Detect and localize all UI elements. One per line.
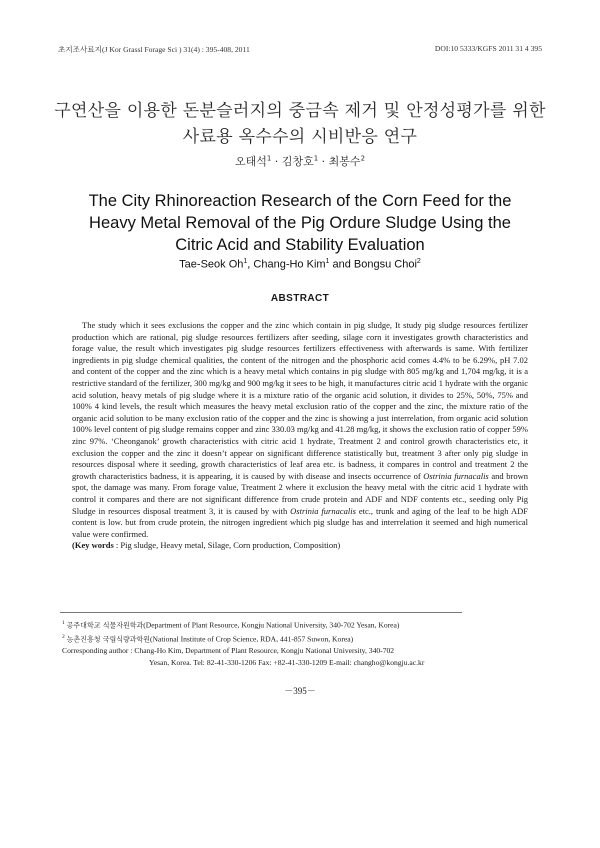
korean-title <box>0 98 600 150</box>
footnote-divider <box>60 612 462 613</box>
english-title <box>0 190 600 256</box>
doi: DOI:10 5333/KGFS 2011 31 4 395 <box>434 44 542 53</box>
korean-title-line1: 구연산을 이용한 돈분슬러지의 중금속 제거 및 안정성평가를 위한 <box>54 101 546 121</box>
abstract-paragraph <box>72 320 528 540</box>
keywords-text: : Pig sludge, Heavy metal, Silage, Corn production, Composition) <box>113 540 341 551</box>
author-ko-2: 김창호 <box>281 155 314 168</box>
affiliation-mark: 1 <box>313 154 319 163</box>
author-ko-1: 오태석 <box>234 155 267 168</box>
author-en-3: Bongsu Choi <box>353 258 417 271</box>
journal-citation: 초지조사료지(J Kor Grassl Forage Sci ) 31(4) : 395-408, 2011 <box>58 45 250 54</box>
affiliation-mark: 1 <box>266 154 272 163</box>
author-separator: and <box>329 258 354 271</box>
running-header <box>58 44 542 55</box>
species-name: Ostrinia furnacalis <box>290 505 356 516</box>
english-title-line2: Heavy Metal Removal of the Pig Ordure Sludge Using the <box>89 214 511 232</box>
affiliation-mark: 1 <box>325 258 330 265</box>
author-separator: · <box>318 155 329 168</box>
abstract-text: and brown spot, the damage was many. From forage value, Treatment 2 where it exclusion the heavy metal with the citric acid 1 hydrate with control it compares and there are not significant difference from crude protein and ADF and NDF contents etc., seeding only Pig Sludge in resources disposal treatment 3, it is caused by with <box>72 470 529 516</box>
author-en-2: Chang-Ho Kim <box>253 258 326 271</box>
english-title-line1: The City Rhinoreaction Research of the Corn Feed for the <box>88 192 512 210</box>
footnote-2 <box>62 632 530 646</box>
author-ko-3: 최봉수 <box>328 155 361 168</box>
author-en-1: Tae-Seok Oh <box>179 258 244 271</box>
affiliation-ko: 농촌진흥청 국립식량과학원 <box>66 635 151 644</box>
keywords <box>72 540 528 552</box>
affiliation-mark: 1 <box>243 258 248 265</box>
page-number: －395－ <box>284 686 316 696</box>
korean-authors <box>0 153 600 169</box>
english-authors <box>0 258 600 271</box>
english-title-line3: Citric Acid and Stability Evaluation <box>175 236 425 254</box>
footnote-1 <box>62 618 530 632</box>
korean-title-line2: 사료용 옥수수의 시비반응 연구 <box>182 127 418 147</box>
keywords-label: (Key words <box>72 540 114 551</box>
affiliation-mark: 2 <box>360 154 366 163</box>
affiliation-mark: 2 <box>416 258 421 265</box>
abstract-heading: ABSTRACT <box>270 293 330 304</box>
affiliation-ko: 공주대학교 식물자원학과 <box>66 621 144 630</box>
corresponding-contact: Yesan, Korea. Tel: 82-41-330-1206 Fax: +82-41-330-1209 E-mail: changho@kongju.ac.kr <box>149 657 425 667</box>
author-separator: · <box>271 155 282 168</box>
footnotes <box>62 618 530 668</box>
footnote-mark: 2 <box>62 633 65 640</box>
abstract-text: The study which it sees exclusions the copper and the zinc which contain in pig sludge, It study pig sludge resources fertilizer production which are rational, pig sludge resources fertilizers after seeding, silage corn it investigates growth characteristics and forage value, the result which investigates pig sludge resources fertilizers effectiveness with afterwards is same. With fertilizer ingredients in pig sludge chemical qualities, the content of the nitrogen and the phosphoric acid comes 4.4% to be 6.29%, pH 7.02 and content of the copper and the zinc which is a heavy metal which contains in pig sludge with 805 mg/kg and 1,704 mg/kg, it is a restrictive standard of the fertilizer, 300 mg/kg and 900 mg/kg it sees to be high, it manufactures citric acid 1 hydrate with the organic acid solution, heavy metals of pig sludge where it is a mixture ratio of the organic acid solution, it divides to 25%, 50%, 75% and 100% 4 kind levels, the result which measures the heavy metal exclusion ratio of the copper and the zinc, the mixture ratio of the organic acid solution to be many exclusion ratio of the copper and the zinc is showing a just interrelation, from organic acid solution 100% level content of pig sludge remains copper and zinc 330.03 mg/kg and 41.28 mg/kg, it shows the exclusion ratio of copper 59% zinc 97%. ‘Cheonganok’ growth characteristics with citric acid 1 hydrate, Treatment 2 and control growth characteristics etc, it exclusion the copper and the zinc it doesn’t appear on significant difference statistically but, treatment 3 after only pig sludge in resources disposal where it seeding, growth characteristics of leaf area etc. is badness, it compares in control and treatment 2 the growth characteristics badness, it is appearing, it is caused by with disease and insects occurrence of <box>72 320 528 481</box>
corresponding-author: Corresponding author : Chang-Ho Kim, Department of Plant Resource, Kongju National University, 340-702 <box>62 646 395 656</box>
footnote-mark: 1 <box>62 620 65 626</box>
affiliation-en: (Department of Plant Resource, Kongju National University, 340-702 Yesan, Korea) <box>143 620 400 630</box>
abstract-text: etc., trunk and aging of the leaf to be high ADF content is low. but from crude protein, the nitrogen ingredient which pig sludge has and interrelation it seemed and high numerical value were confirmed. <box>72 505 529 539</box>
abstract-body <box>72 320 528 552</box>
species-name: Ostrinia furnacalis <box>423 470 489 481</box>
affiliation-en: (National Institute of Crop Science, RDA, 441-857 Suwon, Korea) <box>150 634 354 644</box>
author-separator: , <box>247 258 254 271</box>
